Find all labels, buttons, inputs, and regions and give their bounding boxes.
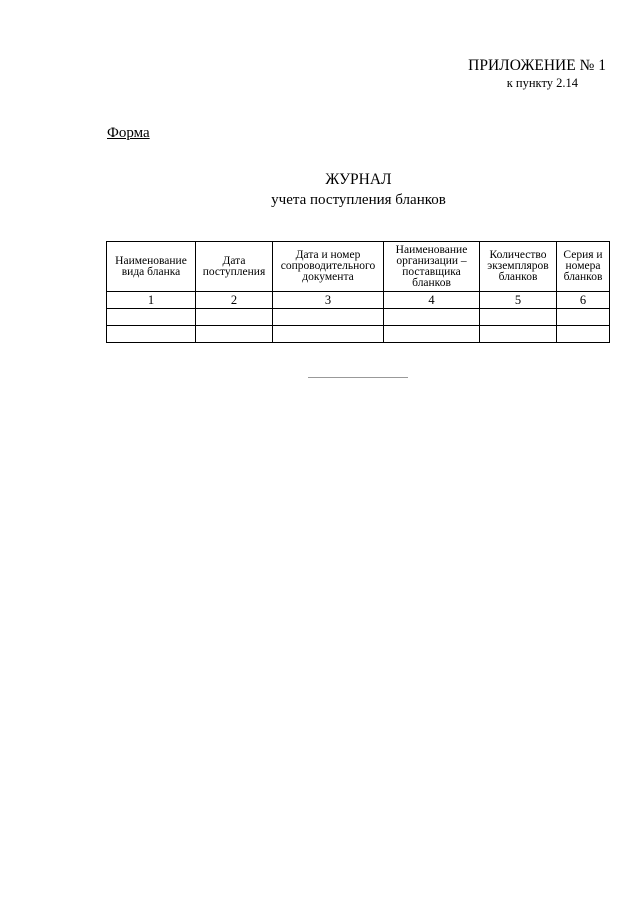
column-number: 2 (196, 292, 273, 309)
table-cell (107, 309, 196, 326)
divider (308, 377, 408, 378)
column-number-row (107, 292, 610, 309)
table-cell (196, 309, 273, 326)
journal-table (106, 241, 610, 343)
column-number: 4 (384, 292, 480, 309)
table-cell (384, 326, 480, 343)
column-number: 5 (480, 292, 557, 309)
table-cell (273, 309, 384, 326)
form-label: Форма (107, 125, 150, 141)
table-cell (107, 326, 196, 343)
table-cell (196, 326, 273, 343)
table-row (107, 309, 610, 326)
appendix-reference: к пункту 2.14 (506, 76, 578, 90)
document-subtitle: учета поступления бланков (271, 192, 446, 208)
document-title: ЖУРНАЛ (325, 171, 392, 188)
column-number: 3 (273, 292, 384, 309)
column-header-series-numbers: Серия и номера бланков (557, 242, 610, 292)
table-cell (557, 309, 610, 326)
column-number: 1 (107, 292, 196, 309)
column-header-supplier: Наименование организации – поставщика бланков (384, 242, 480, 292)
column-number: 6 (557, 292, 610, 309)
table-cell (273, 326, 384, 343)
table-cell (480, 326, 557, 343)
table-header-row (107, 242, 610, 292)
table-cell (557, 326, 610, 343)
column-header-receipt-date: Дата поступления (196, 242, 273, 292)
table-cell (384, 309, 480, 326)
table-cell (480, 309, 557, 326)
column-header-accompanying-document: Дата и номер сопроводительного документа (273, 242, 384, 292)
table-row (107, 326, 610, 343)
column-header-form-type: Наименование вида бланка (107, 242, 196, 292)
appendix-title: ПРИЛОЖЕНИЕ № 1 (468, 57, 606, 74)
column-header-quantity: Количество экземпляров бланков (480, 242, 557, 292)
